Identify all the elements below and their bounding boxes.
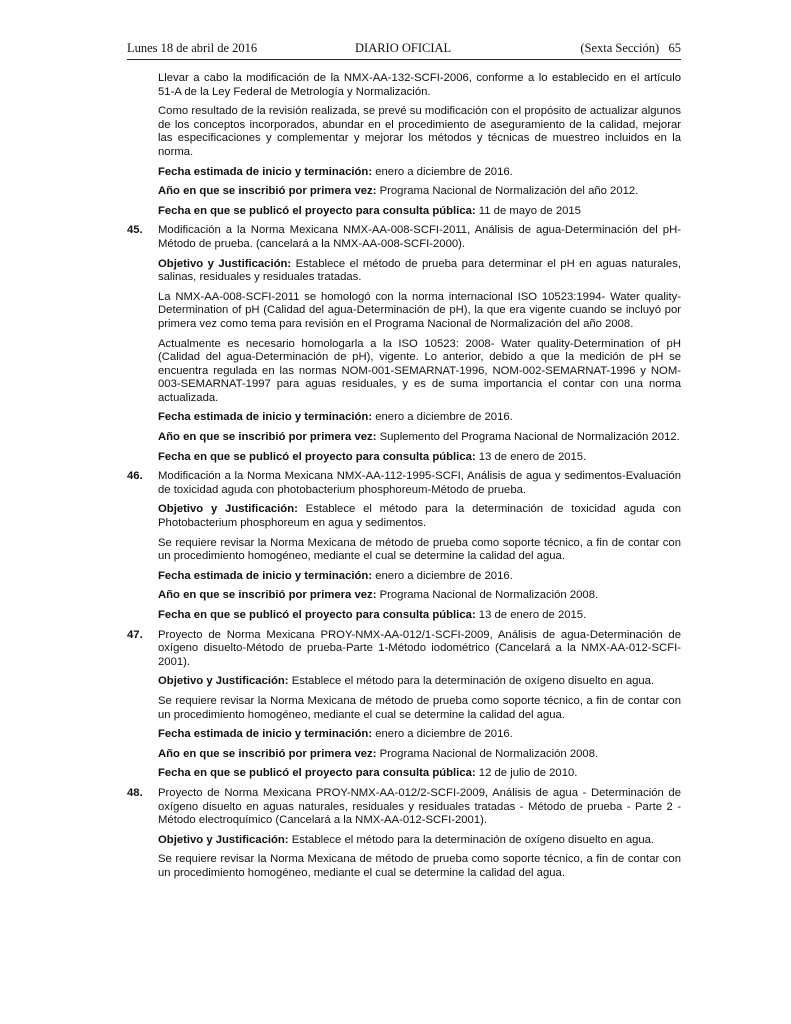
- field-value: 13 de enero de 2015.: [475, 450, 587, 463]
- field-label: Fecha en que se publicó el proyecto para consulta pública:: [158, 204, 476, 217]
- field-label: Año en que se inscribió por primera vez:: [158, 185, 377, 198]
- field-value: Programa Nacional de Normalización del año 2012.: [376, 185, 639, 198]
- field-value: Suplemento del Programa Nacional de Normalización 2012.: [376, 431, 680, 444]
- item-number: 47.: [127, 628, 143, 641]
- item-objetivo: [158, 258, 681, 285]
- item-number: 46.: [127, 470, 143, 483]
- field-label: Año en que se inscribió por primera vez:: [158, 589, 377, 602]
- field-value: Establece el método para la determinación de oxígeno disuelto en agua.: [288, 833, 655, 846]
- item-publicacion: [158, 767, 681, 781]
- field-label: Fecha estimada de inicio y terminación:: [158, 728, 373, 741]
- intro-paragraph: Llevar a cabo la modificación de la NMX-AA-132-SCFI-2006, conforme a lo establecido en el artículo 51-A de la Ley Federal de Metrología y Normalización.: [158, 72, 681, 98]
- field-label: Fecha estimada de inicio y terminación:: [158, 165, 373, 178]
- item-title: Modificación a la Norma Mexicana NMX-AA-112-1995-SCFI, Análisis de agua y sedimentos-Evaluación de toxicidad aguda con photobacterium phosphoreum-Método de prueba.: [158, 470, 681, 496]
- field-label: Objetivo y Justificación:: [158, 503, 298, 516]
- item-paragraph: Actualmente es necesario homologarla a la ISO 10523: 2008- Water quality-Determination of pH (Calidad del agua-Determinación de pH), vigente. Lo anterior, debido a que la medición de pH se encuentra regulada en las normas NOM-001-SEMARNAT-1996, NOM-002-SEMARNAT-1996 y NOM-003-SEMARNAT-1997 para aguas residuales, y es de suma importancia el contar con una norma actualizada.: [158, 337, 681, 404]
- item-title: Modificación a la Norma Mexicana NMX-AA-008-SCFI-2011, Análisis de agua-Determinación del pH-Método de prueba. (cancelará a la NMX-AA-008-SCFI-2000).: [158, 224, 681, 250]
- item-anio: [158, 748, 681, 762]
- field-value: Establece el método de prueba para determinar el pH en aguas naturales, salinas, residuales y residuales tratadas.: [158, 257, 681, 284]
- field-label: Objetivo y Justificación:: [158, 833, 289, 846]
- item-paragraph: Se requiere revisar la Norma Mexicana de método de prueba como soporte técnico, a fin de contar con un procedimiento homogéneo, mediante el cual se determine la calidad del agua.: [158, 536, 681, 563]
- field-label: Objetivo y Justificación:: [158, 257, 292, 270]
- field-label: Fecha en que se publicó el proyecto para consulta pública:: [158, 609, 476, 621]
- field-value: enero a diciembre de 2016.: [372, 411, 513, 424]
- page-header: [127, 41, 681, 59]
- norm-item: [127, 787, 681, 828]
- item-anio: [158, 431, 681, 445]
- item-objetivo: [158, 503, 681, 530]
- field-value: Programa Nacional de Normalización 2008.: [376, 589, 599, 602]
- field-value: Establece el método para la determinación de toxicidad aguda con Photobacterium phosphoreum en agua y sedimentos.: [158, 503, 681, 530]
- header-section: (Sexta Sección): [580, 41, 660, 55]
- item-paragraph: Se requiere revisar la Norma Mexicana de método de prueba como soporte técnico, a fin de contar con un procedimiento homogéneo, mediante el cual se determine la calidad del agua.: [158, 853, 681, 879]
- field-value: enero a diciembre de 2016.: [372, 569, 513, 582]
- header-rule: [127, 59, 681, 60]
- item-title: Proyecto de Norma Mexicana PROY-NMX-AA-012/2-SCFI-2009, Análisis de agua - Determinación de oxígeno disuelto en aguas naturales, residuales y residuales tratadas - Método de prueba - Parte 2 - Método electroquímico (Cancelará a la NMX-AA-012-SCFI-2001).: [158, 786, 681, 827]
- field-value: Programa Nacional de Normalización 2008.: [376, 747, 599, 760]
- field-value: 13 de enero de 2015.: [475, 609, 587, 621]
- intro-paragraph: Como resultado de la revisión realizada, se prevé su modificación con el propósito de actualizar algunos de los conceptos incorporados, abundar en el procedimiento de aseguramiento de la calidad, mejorar las especificaciones y complementar y mejorar los métodos y técnicas de muestreo incluidos en la norma.: [158, 105, 681, 158]
- header-date: Lunes 18 de abril de 2016: [127, 41, 258, 55]
- item-number: 45.: [127, 224, 143, 237]
- item-publicacion: [158, 609, 681, 623]
- intro-anio: [158, 185, 681, 199]
- header-publication: DIARIO OFICIAL: [355, 41, 452, 55]
- field-value: enero a diciembre de 2016.: [372, 728, 513, 741]
- norm-item: [127, 470, 681, 497]
- item-objetivo: [158, 834, 681, 848]
- item-fecha: [158, 728, 681, 742]
- item-title: Proyecto de Norma Mexicana PROY-NMX-AA-012/1-SCFI-2009, Análisis de agua-Determinación de oxígeno disuelto-Método de prueba-Parte 1-Método iodométrico (Cancelará a la NMX-AA-012-SCFI-2001).: [158, 628, 681, 668]
- document-body: [127, 72, 681, 887]
- item-fecha: [158, 570, 681, 584]
- field-label: Fecha en que se publicó el proyecto para consulta pública:: [158, 767, 476, 780]
- item-fecha: [158, 411, 681, 425]
- item-objetivo: [158, 675, 681, 689]
- header-section-page: [580, 41, 681, 56]
- field-value: 12 de julio de 2010.: [475, 767, 578, 780]
- item-publicacion: [158, 451, 681, 465]
- intro-fecha: [158, 166, 681, 180]
- field-label: Fecha estimada de inicio y terminación:: [158, 569, 373, 582]
- field-label: Fecha estimada de inicio y terminación:: [158, 411, 373, 424]
- item-anio: [158, 589, 681, 603]
- norm-item: [127, 629, 681, 670]
- header-page-number: 65: [668, 41, 681, 55]
- field-label: Fecha en que se publicó el proyecto para consulta pública:: [158, 450, 476, 463]
- field-value: 11 de mayo de 2015: [475, 204, 581, 217]
- field-label: Año en que se inscribió por primera vez:: [158, 747, 377, 760]
- field-value: enero a diciembre de 2016.: [372, 165, 513, 178]
- field-label: Objetivo y Justificación:: [158, 675, 289, 688]
- item-paragraph: La NMX-AA-008-SCFI-2011 se homologó con la norma internacional ISO 10523:1994- Water quality-Determination of pH (Calidad del agua-Determinación de pH), la que era vigente cuando se incluyó por primera vez como tema para revisión en el Programa Nacional de Normalización del año 2008.: [158, 290, 681, 330]
- item-number: 48.: [127, 786, 143, 799]
- field-value: Establece el método para la determinación de oxígeno disuelto en agua.: [288, 675, 655, 688]
- field-label: Año en que se inscribió por primera vez:: [158, 431, 377, 444]
- item-paragraph: Se requiere revisar la Norma Mexicana de método de prueba como soporte técnico, a fin de contar con un procedimiento homogéneo, mediante el cual se determine la calidad del agua.: [158, 694, 681, 721]
- intro-publicacion: [158, 205, 681, 219]
- norm-item: [127, 224, 681, 251]
